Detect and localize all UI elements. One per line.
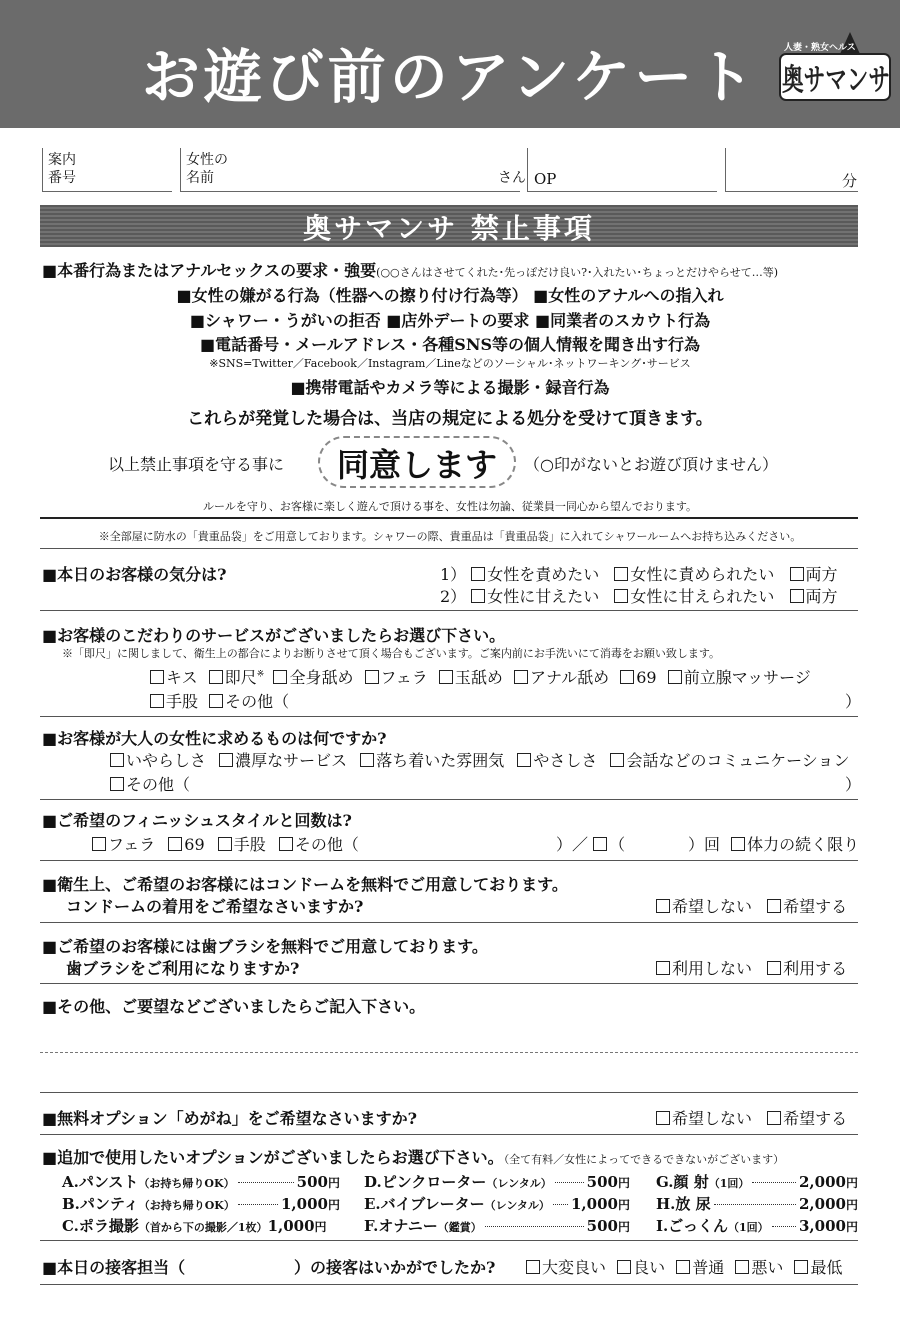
checkbox[interactable] (656, 1111, 670, 1125)
option-dots (555, 1182, 584, 1183)
prohibited-title: 奥サマンサ 禁止事項 (303, 212, 595, 245)
divider (40, 517, 858, 519)
q4-times (688, 832, 859, 855)
checkbox[interactable] (110, 753, 124, 767)
option-name: C.ポラ撮影 (62, 1217, 139, 1235)
q2-option-sup: ※ (256, 669, 265, 680)
q3-title: ■お客様が大人の女性に求めるものは何ですか? (42, 729, 387, 748)
checkbox[interactable] (794, 1260, 808, 1274)
q2-option-other: その他（ (225, 692, 290, 711)
q10-option: 悪い (751, 1258, 784, 1277)
divider (40, 922, 858, 923)
checkbox[interactable] (360, 753, 374, 767)
divider (40, 548, 858, 549)
q4-paren-open: （ (609, 835, 626, 854)
checkbox[interactable] (790, 589, 804, 603)
checkbox[interactable] (790, 567, 804, 581)
option-price: 500 (586, 1173, 618, 1191)
op-label: OP (534, 170, 557, 188)
q5-option: 希望する (783, 897, 848, 916)
prohibited-item-4-note: ※SNS=Twitter／Facebook／Instagram／Lineなどのソーシャル･ネットワーキング･サービス (209, 357, 691, 370)
q5-option: 希望しない (672, 897, 753, 916)
option-note: （鑑賞） (437, 1221, 482, 1234)
checkbox[interactable] (168, 837, 182, 851)
checkbox[interactable] (656, 899, 670, 913)
q6-title: ■ご希望のお客様には歯ブラシを無料でご用意しております。 (42, 937, 488, 956)
option-unit: 円 (617, 1198, 630, 1212)
agree-prefix: 以上禁止事項を守る事に (108, 455, 285, 474)
q4-mid-text: ）／ (556, 835, 589, 854)
option-unit: 円 (617, 1176, 630, 1190)
logo-icon (776, 30, 896, 108)
option-price: 3,000 (799, 1217, 846, 1235)
q1-title: ■本日のお客様の気分は? (42, 565, 227, 584)
divider (40, 716, 858, 717)
divider (40, 1240, 858, 1241)
field-border (527, 148, 528, 192)
checkbox[interactable] (767, 1111, 781, 1125)
q2-option: キス (166, 668, 198, 687)
option-unit: 円 (327, 1176, 340, 1190)
agree-label: 同意します (336, 446, 497, 484)
san-label: さん (498, 170, 526, 186)
checkbox[interactable] (676, 1260, 690, 1274)
option-a[interactable] (62, 1171, 340, 1192)
divider (40, 1092, 858, 1093)
option-b[interactable] (62, 1193, 340, 1214)
minutes-label: 分 (842, 172, 858, 190)
q1-row-1 (440, 562, 838, 585)
checkbox[interactable] (656, 961, 670, 975)
case-number-label-2: 番号 (48, 170, 76, 186)
checkbox[interactable] (735, 1260, 749, 1274)
q10-option: 大変良い (542, 1258, 607, 1277)
case-number-field[interactable] (42, 191, 172, 192)
q3-option: 濃厚なサービス (235, 751, 348, 770)
option-name: E.バイブレーター (364, 1195, 485, 1213)
q10-option: 良い (633, 1258, 666, 1277)
q8-options (656, 1106, 847, 1129)
checkbox[interactable] (209, 694, 223, 708)
q1-option: 女性を責めたい (487, 565, 600, 584)
q2-note: ※「即尺」に関しまして、衛生上の都合によりお断りさせて頂く場合もございます。ご案内前にお手洗いにて消毒をお願い致します。 (62, 647, 721, 660)
checkbox[interactable] (514, 670, 528, 684)
q4-times-text: ）回 (688, 835, 721, 854)
q4-option: フェラ (108, 835, 156, 854)
option-name: A.パンスト (62, 1173, 139, 1191)
checkbox[interactable] (614, 589, 628, 603)
field-border (42, 148, 43, 192)
q4-option-other: その他（ (294, 835, 359, 854)
q6-option: 利用しない (672, 959, 753, 978)
q1-row-2-num: 2） (440, 587, 467, 606)
q4-option: 手股 (233, 835, 266, 854)
option-e[interactable] (364, 1193, 630, 1214)
prohibited-item-5: ■携帯電話やカメラ等による撮影・録音行為 (290, 378, 610, 397)
option-unit: 円 (327, 1198, 340, 1212)
option-dots (238, 1182, 294, 1183)
q7-title: ■その他、ご要望などございましたらご記入下さい。 (42, 997, 426, 1016)
prohibited-item-1 (42, 258, 778, 281)
q7-write-line[interactable] (40, 1052, 858, 1053)
divider (40, 1284, 858, 1285)
option-note: （お持ち帰りOK） (138, 1177, 235, 1190)
q4-option: 体力の続く限り (747, 835, 860, 854)
q8-option: 希望しない (672, 1109, 753, 1128)
divider (40, 860, 858, 861)
q1-option: 女性に甘えられたい (630, 587, 775, 606)
option-name: D.ピンクローター (364, 1173, 487, 1191)
q2-title: ■お客様のこだわりのサービスがございましたらお選び下さい。 (42, 626, 506, 645)
checkbox[interactable] (439, 670, 453, 684)
prohibited-warning: これらが発覚した場合は、当店の規定による処分を受けて頂きます。 (187, 409, 713, 429)
option-note: （首から下の撮影／1枚） (138, 1221, 268, 1234)
q1-option: 女性に甘えたい (487, 587, 600, 606)
option-g[interactable] (656, 1171, 858, 1192)
minutes-field[interactable] (725, 191, 858, 192)
q2-option: アナル舐め (529, 668, 610, 687)
option-h[interactable] (656, 1193, 858, 1214)
checkbox[interactable] (731, 837, 745, 851)
checkbox[interactable] (150, 694, 164, 708)
option-dots (238, 1204, 278, 1205)
prohibited-item-1-text: ■本番行為またはアナルセックスの要求・強要 (42, 261, 377, 280)
option-i[interactable] (656, 1215, 858, 1236)
checkbox[interactable] (517, 753, 531, 767)
q5-options (656, 894, 847, 917)
field-border (725, 148, 726, 192)
checkbox[interactable] (110, 777, 124, 791)
option-price: 500 (586, 1217, 618, 1235)
checkbox[interactable] (767, 961, 781, 975)
q9-title (42, 1145, 784, 1168)
option-unit: 円 (617, 1220, 630, 1234)
option-note: （お持ち帰りOK） (138, 1199, 235, 1212)
checkbox[interactable] (614, 567, 628, 581)
q10-option: 最低 (810, 1258, 843, 1277)
q10-option: 普通 (692, 1258, 725, 1277)
q3-option: 落ち着いた雰囲気 (376, 751, 505, 770)
q2-option: 前立腺マッサージ (683, 668, 811, 687)
q10-prefix: ■本日の接客担当（ (42, 1258, 186, 1277)
option-dots (553, 1204, 568, 1205)
option-dots (752, 1182, 796, 1183)
q3-option-other: その他（ (126, 775, 191, 794)
checkbox[interactable] (471, 567, 485, 581)
field-border (180, 148, 181, 192)
q9-note: （全て有料／女性によってできるできないがございます） (503, 1153, 785, 1166)
prohibited-item-1-note: (○○さんはさせてくれた･先っぽだけ良い?･入れたい･ちょっとだけやらせて…等) (376, 266, 779, 279)
q4-option: 69 (184, 835, 205, 854)
checkbox[interactable] (219, 753, 233, 767)
q2-option: 玉舐め (454, 668, 503, 687)
q10-suffix: ）の接客はいかがでしたか? (294, 1258, 496, 1277)
divider (40, 1134, 858, 1135)
divider (40, 983, 858, 984)
page-title: お遊び前のアンケート (141, 43, 759, 111)
checkbox[interactable] (593, 837, 607, 851)
q6-option: 利用する (783, 959, 848, 978)
option-name: F.オナニー (364, 1217, 438, 1235)
q3-options-row-1 (110, 748, 849, 771)
q6-sub: 歯ブラシをご利用になりますか? (66, 959, 300, 978)
checkbox[interactable] (92, 837, 106, 851)
checkbox[interactable] (767, 899, 781, 913)
q4-mid (556, 832, 625, 855)
q2-option: 手股 (166, 692, 199, 711)
checkbox[interactable] (617, 1260, 631, 1274)
name-field[interactable] (180, 191, 520, 192)
checkbox[interactable] (209, 670, 223, 684)
option-unit: 円 (845, 1198, 858, 1212)
option-price: 500 (296, 1173, 328, 1191)
option-price: 2,000 (799, 1173, 846, 1191)
option-note: （レンタル） (486, 1177, 552, 1190)
q10-options (526, 1255, 842, 1278)
option-unit: 円 (845, 1220, 858, 1234)
q9-title-text: ■追加で使用したいオプションがございましたらお選び下さい。 (42, 1148, 504, 1167)
checkbox[interactable] (273, 670, 287, 684)
name-label-1: 女性の (186, 152, 228, 168)
q2-close-paren: ） (845, 692, 862, 711)
op-field[interactable] (527, 191, 717, 192)
option-unit: 円 (845, 1176, 858, 1190)
option-price: 1,000 (571, 1195, 618, 1213)
divider (40, 610, 858, 611)
q3-option: いやらしさ (126, 751, 207, 770)
q5-sub: コンドームの着用をご希望なさいますか? (66, 897, 364, 916)
checkbox[interactable] (218, 837, 232, 851)
checkbox[interactable] (365, 670, 379, 684)
q1-option: 両方 (805, 587, 838, 606)
option-price: 1,000 (267, 1217, 315, 1235)
checkbox[interactable] (526, 1260, 540, 1274)
q5-title: ■衛生上、ご希望のお客様にはコンドームを無料でご用意しております。 (42, 875, 568, 894)
option-unit: 円 (314, 1220, 327, 1234)
option-note: （1回） (708, 1177, 750, 1190)
q3-option: 会話などのコミュニケーション (626, 751, 850, 770)
case-number-label-1: 案内 (48, 152, 76, 168)
q4-options (92, 832, 359, 855)
checkbox[interactable] (668, 670, 682, 684)
option-name: G.顔 射 (656, 1173, 709, 1191)
option-name: I.ごっくん (656, 1217, 728, 1235)
q2-options-row-2 (150, 689, 289, 712)
q4-title: ■ご希望のフィニッシュスタイルと回数は? (42, 811, 352, 830)
q2-option: 69 (636, 668, 657, 687)
q1-row-2 (440, 584, 838, 607)
q8-title: ■無料オプション「めがね」をご希望なさいますか? (42, 1109, 418, 1128)
q6-options (656, 956, 847, 979)
q1-option: 女性に責められたい (630, 565, 775, 584)
option-name: B.パンティ (62, 1195, 139, 1213)
q1-row-1-num: 1） (440, 565, 467, 584)
option-price: 1,000 (281, 1195, 328, 1213)
prohibited-item-2: ■女性の嫌がる行為（性器への擦り付け行為等） ■女性のアナルへの指入れ (176, 286, 724, 305)
divider (40, 799, 858, 800)
logo-tagline: 人妻・熟女ヘルス (784, 43, 856, 53)
agree-suffix: （○印がないとお遊び頂けません） (524, 455, 778, 474)
option-f[interactable] (364, 1215, 630, 1236)
option-name: H.放 尿 (656, 1195, 711, 1213)
prohibited-item-4: ■電話番号・メールアドレス・各種SNS等の個人情報を聞き出す行為 (199, 335, 701, 354)
q3-options-row-2 (110, 772, 190, 795)
rule-note: ルールを守り、お客様に楽しく遊んで頂ける事を、女性は勿論、従業員一同心から望んでおります。 (203, 500, 697, 513)
q3-close-paren: ） (845, 775, 862, 794)
checkbox[interactable] (610, 753, 624, 767)
name-label-2: 名前 (186, 170, 214, 186)
checkbox[interactable] (150, 670, 164, 684)
option-dots (485, 1226, 584, 1227)
option-c[interactable] (62, 1215, 340, 1236)
checkbox[interactable] (279, 837, 293, 851)
valuables-note: ※全部屋に防水の「貴重品袋」をご用意しております。シャワーの際、貴重品は「貴重品袋」に入れてシャワールームへお持ち込みください。 (98, 530, 802, 543)
q2-options-row-1 (150, 665, 811, 688)
logo-name: 奥サマンサ (782, 63, 890, 98)
option-dots (772, 1226, 796, 1227)
q2-option: 全身舐め (289, 668, 354, 687)
option-price: 2,000 (799, 1195, 846, 1213)
option-note: （1回） (727, 1221, 769, 1234)
q3-option: やさしさ (533, 751, 598, 770)
q2-option: フェラ (380, 668, 428, 687)
checkbox[interactable] (620, 670, 634, 684)
option-note: （レンタル） (484, 1199, 550, 1212)
q1-option: 両方 (805, 565, 838, 584)
option-d[interactable] (364, 1171, 630, 1192)
q8-option: 希望する (783, 1109, 848, 1128)
option-dots (714, 1204, 796, 1205)
prohibited-item-3: ■シャワー・うがいの拒否 ■店外デートの要求 ■同業者のスカウト行為 (189, 311, 711, 330)
q2-option: 即尺 (224, 668, 257, 687)
checkbox[interactable] (471, 589, 485, 603)
